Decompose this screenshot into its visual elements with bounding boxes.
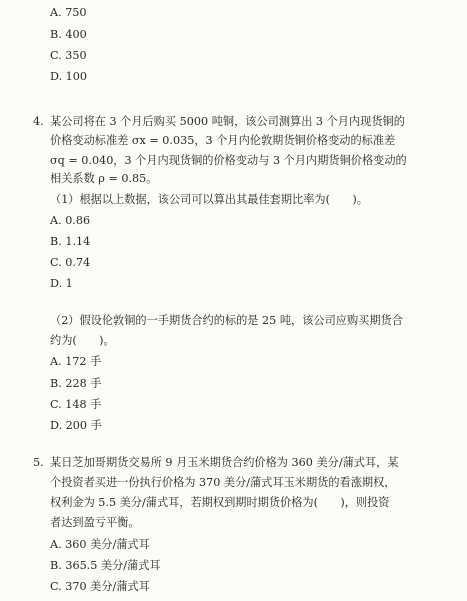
q4-sub2-option-c: C. 148 手 [50, 398, 102, 411]
q4-sub1-option-d: D. 1 [50, 277, 73, 290]
prev-option-a: A. 750 [50, 6, 87, 19]
prev-option-d: D. 100 [50, 70, 88, 83]
q4-sub2-option-b: B. 228 手 [50, 377, 102, 390]
q4-sub2-option-d: D. 200 手 [50, 419, 102, 432]
q4-sub2-line-1: （2）假设伦敦铜的一手期货合约的标的是 25 吨，该公司应购买期货合 [50, 314, 403, 327]
q5-option-c: C. 370 美分/蒲式耳 [50, 580, 150, 593]
prev-option-b: B. 400 [50, 28, 87, 41]
q4-sub1-option-a: A. 0.86 [50, 214, 91, 227]
q5-line-3: 权利金为 5.5 美分/蒲式耳，若期权到期时期货价格为( )，则投资 [50, 496, 390, 509]
prev-option-c: C. 350 [50, 49, 87, 62]
q4-line-1: 某公司将在 3 个月后购买 5000 吨铜，该公司测算出 3 个月内现货铜的 [50, 115, 405, 128]
q4-line-2: 价格变动标准差 σx = 0.035，3 个月内伦敦期货铜价格变动的标准差 [50, 134, 396, 147]
q4-sub2-line-2: 约为( )。 [50, 334, 115, 347]
q5-option-b: B. 365.5 美分/蒲式耳 [50, 559, 161, 572]
q4-sub1-question: （1）根据以上数据，该公司可以算出其最佳套期比率为( )。 [50, 193, 368, 206]
q4-sub1-option-b: B. 1.14 [50, 235, 91, 248]
q4-line-4: 相关系数 ρ = 0.85。 [50, 172, 158, 185]
q5-line-1: 某日芝加哥期货交易所 9 月玉米期货合约价格为 360 美分/蒲式耳，某 [50, 456, 399, 469]
q5-option-a: A. 360 美分/蒲式耳 [50, 538, 150, 551]
q5-number: 5. [33, 456, 44, 469]
q5-line-4: 者达到盈亏平衡。 [50, 516, 140, 529]
q5-line-2: 个投资者买进一份执行价格为 370 美分/蒲式耳玉米期货的看涨期权， [50, 476, 396, 489]
q4-sub1-option-c: C. 0.74 [50, 256, 91, 269]
q4-line-3: σq = 0.040，3 个月内现货铜的价格变动与 3 个月内期货铜价格变动的 [50, 154, 407, 167]
q4-sub2-option-a: A. 172 手 [50, 355, 102, 368]
q4-number: 4. [33, 115, 44, 128]
